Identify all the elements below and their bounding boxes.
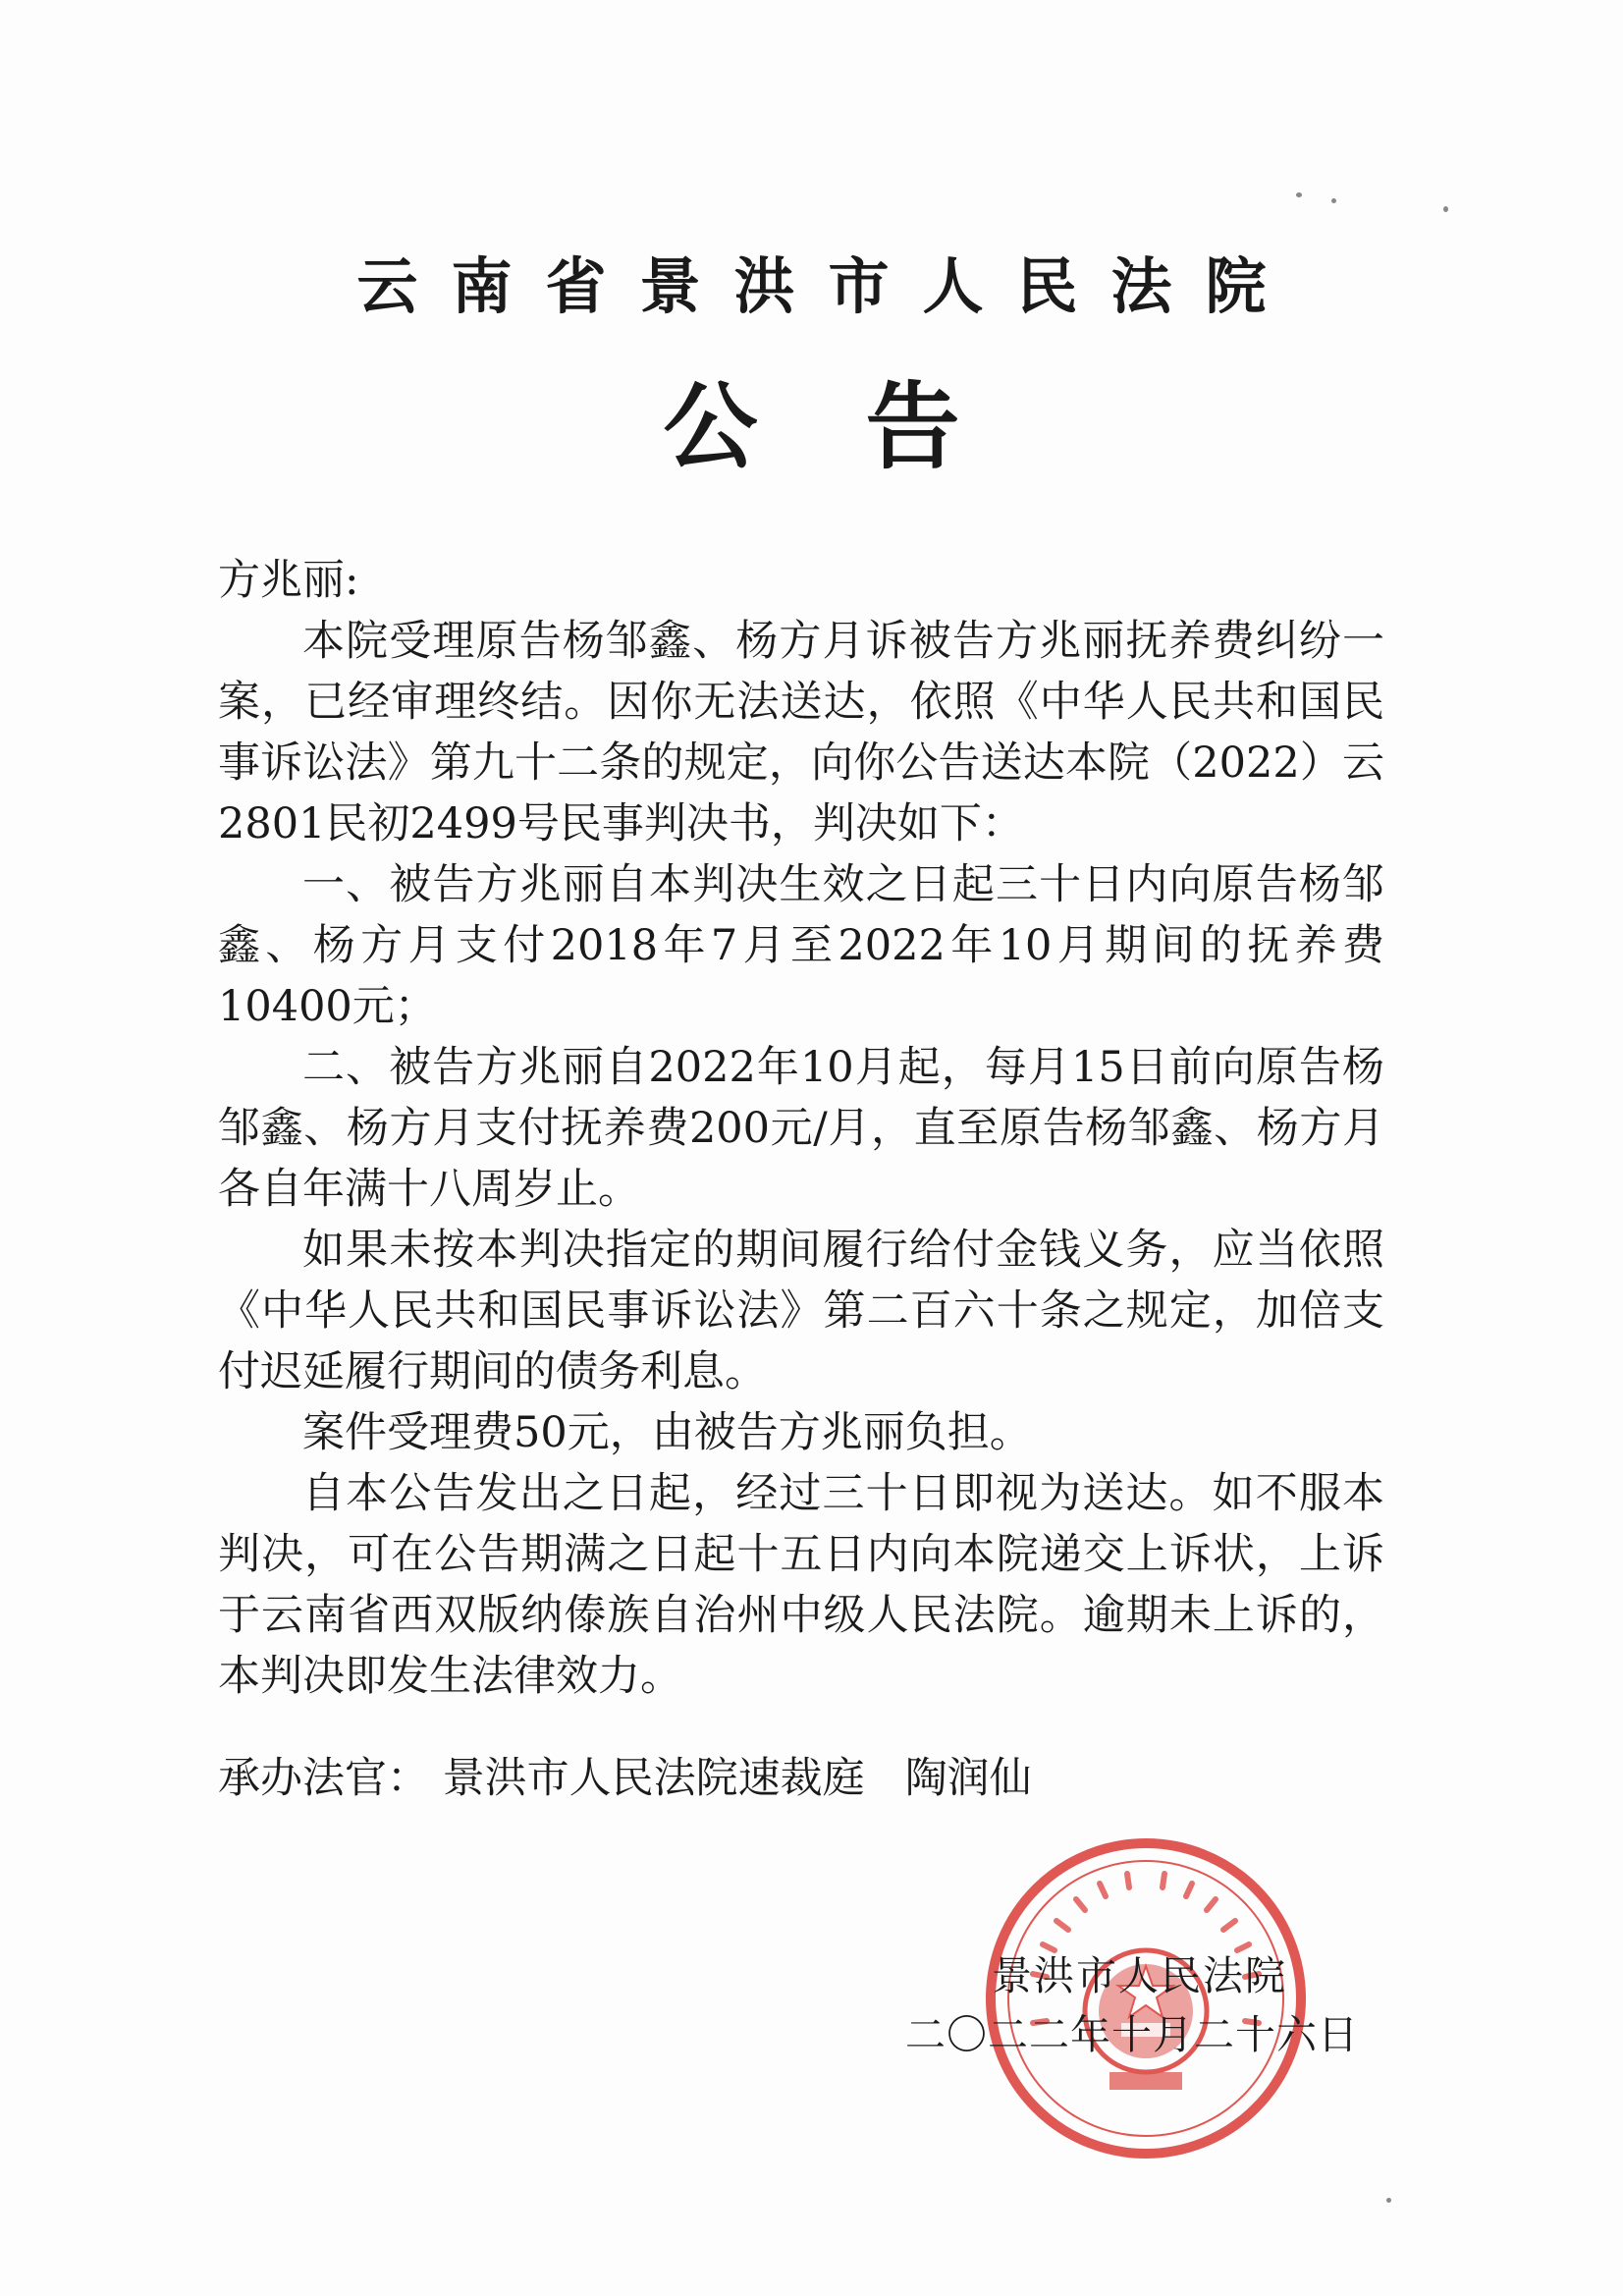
signature-court-name: 景洪市人民法院 — [992, 1952, 1287, 1999]
paragraph-judgment-item-1: 一、被告方兆丽自本判决生效之日起三十日内向原告杨邹鑫、杨方月支付2018年7月至2022年10月期间的抚养费10400元； — [218, 860, 1384, 1031]
document-title: 公告 — [663, 372, 1068, 482]
scan-speck — [1331, 198, 1336, 203]
paragraph-judgment-item-2: 二、被告方兆丽自2022年10月起，每月15日前向原告杨邹鑫、杨方月支付抚养费200元/月，直至原告杨邹鑫、杨方月各自年满十八周岁止。 — [218, 1043, 1384, 1214]
presiding-judge-line — [218, 1748, 1032, 1809]
notice-body — [218, 550, 1384, 1707]
scan-speck — [1296, 192, 1302, 197]
signature-date: 二〇二二年十月二十六日 — [905, 2011, 1359, 2058]
scan-speck — [1386, 2198, 1391, 2203]
paragraph-case-intro: 本院受理原告杨邹鑫、杨方月诉被告方兆丽抚养费纠纷一案，已经审理终结。因你无法送达，依照《中华人民共和国民事诉讼法》第九十二条的规定，向你公告送达本院（2022）云2801民初2499号民事判决书，判决如下： — [218, 617, 1384, 848]
judge-name: 陶润仙 — [904, 1754, 1032, 1803]
paragraph-default-interest: 如果未按本判决指定的期间履行给付金钱义务，应当依照《中华人民共和国民事诉讼法》第二百六十条之规定，加倍支付迟延履行期间的债务利息。 — [218, 1226, 1384, 1396]
court-name-heading: 云南省景洪市人民法院 — [356, 250, 1300, 322]
judge-department: 景洪市人民法院速裁庭 — [442, 1754, 865, 1803]
addressee: 方兆丽: — [218, 556, 359, 605]
scan-speck — [1443, 206, 1448, 212]
judge-label: 承办法官： — [218, 1754, 429, 1803]
paragraph-case-fee: 案件受理费50元，由被告方兆丽负担。 — [302, 1408, 1032, 1457]
paragraph-service-appeal: 自本公告发出之日起，经过三十日即视为送达。如不服本判决，可在公告期满之日起十五日内向本院递交上诉状，上诉于云南省西双版纳傣族自治州中级人民法院。逾期未上诉的，本判决即发生法律效力。 — [218, 1469, 1384, 1701]
